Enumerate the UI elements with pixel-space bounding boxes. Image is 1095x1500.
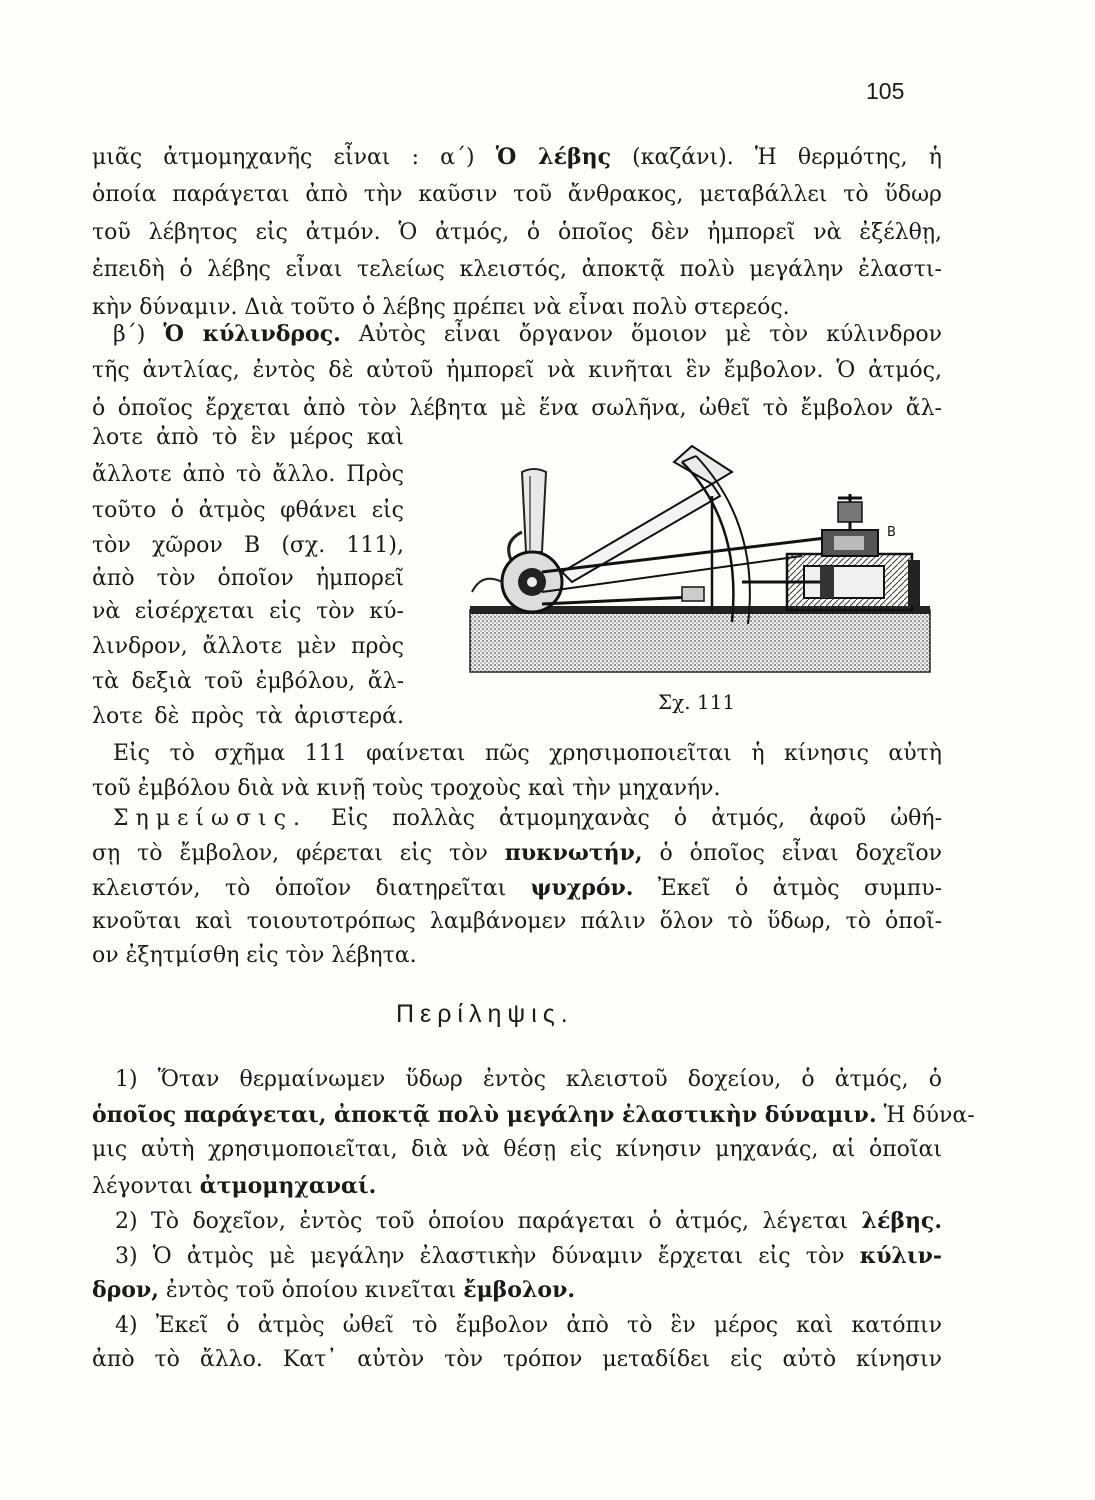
summary-bold-text: ὁποῖος παράγεται, ἀποκτᾷ πολὺ μεγάλην ἐλαστικὴν δύναμιν. — [92, 1102, 877, 1128]
term-steam-engines: ἀτμομηχαναί. — [199, 1173, 377, 1199]
term-boiler: λέβης. — [861, 1208, 942, 1234]
note-label: Σημείωσις. — [113, 806, 307, 831]
text-span: σῃ τὸ ἔμβολον, φέρεται εἰς τὸν — [92, 841, 505, 866]
paragraph-1-line-2: ὁποία παράγεται ἀπὸ τὴν καῦσιν τοῦ ἄνθρακος, μεταβάλλει τὸ ὕδωρ — [92, 182, 942, 207]
summary-item-3-line-2 — [92, 1276, 575, 1305]
term-lebes: Ὁ λέβης — [495, 144, 611, 170]
summary-item-1-line-2 — [92, 1101, 975, 1130]
note-line-4: κνοῦται καὶ τοιουτοτρόπως λαμβάνομεν πάλιν ὅλον τὸ ὕδωρ, τὸ ὁποῖ- — [92, 909, 942, 934]
text-span: Ἐκεῖ ὁ ἀτμὸς συμπυ- — [633, 876, 942, 901]
page-number: 105 — [866, 78, 905, 104]
summary-item-1-line-3: μις αὐτὴ χρησιμοποιεῖται, διὰ νὰ θέσῃ εἰς κίνησιν μηχανάς, αἱ ὁποῖαι — [92, 1137, 942, 1162]
note-line-2 — [92, 839, 942, 868]
text-span: 2) Τὸ δοχεῖον, ἐντὸς τοῦ ὁποίου παράγεται ὁ ἀτμός, λέγεται — [115, 1209, 862, 1234]
paragraph-2-side-line-2: ἄλλοτε ἀπὸ τὸ ἄλλο. Πρὸς — [92, 462, 404, 487]
note-line-1 — [113, 805, 942, 833]
term-piston: ἔμβολον. — [463, 1277, 575, 1303]
paragraph-2-side-line-7: λινδρον, ἄλλοτε μὲν πρὸς — [92, 634, 404, 659]
paragraph-1-line-3: τοῦ λέβητος εἰς ἀτμόν. Ὁ ἀτμός, ὁ ὁποῖος δὲν ἠμπορεῖ νὰ ἐξέλθῃ, — [92, 220, 942, 245]
text-span: Αὐτὸς εἶναι ὄργανον ὅμοιον μὲ τὸν κύλινδρον — [340, 322, 942, 347]
summary-item-1-line-1: 1) Ὅταν θερμαίνωμεν ὕδωρ ἐντὸς κλειστοῦ δοχείου, ὁ ἀτμός, ὁ — [115, 1067, 942, 1092]
paragraph-2-side-line-1: λοτε ἀπὸ τὸ ἓν μέρος καὶ — [92, 425, 404, 450]
figure-caption: Σχ. 111 — [658, 690, 736, 714]
paragraph-2-line-1 — [113, 320, 942, 349]
paragraph-2-line-2: τῆς ἀντλίας, ἐντὸς δὲ αὐτοῦ ἠμπορεῖ νὰ κινῆται ἓν ἔμβολον. Ὁ ἀτμός, — [92, 358, 942, 383]
label-b: B — [887, 525, 896, 540]
text-span: (καζάνι). Ἡ θερμότης, ἡ — [610, 145, 942, 170]
text-span: Ἡ δύνα- — [876, 1103, 975, 1128]
term-cold: ψυχρόν. — [530, 875, 634, 901]
term-cylinder-end: δρον, — [92, 1277, 159, 1303]
paragraph-2-side-line-5: ἀπὸ τὸν ὁποῖον ἠμπορεῖ — [92, 566, 404, 591]
text-span: Εἰς πολλὰς ἀτμομηχανὰς ὁ ἀτμός, ἀφοῦ ὠθή- — [306, 806, 942, 831]
term-kylindros: Ὁ κύλινδρος. — [163, 321, 341, 347]
text-span: ἐντὸς τοῦ ὁποίου κινεῖται — [158, 1278, 464, 1303]
summary-item-4-line-1: 4) Ἐκεῖ ὁ ἀτμὸς ὠθεῖ τὸ ἔμβολον ἀπὸ τὸ ἓν μέρος καὶ κατόπιν — [115, 1313, 942, 1338]
paragraph-2-side-line-9: λοτε δὲ πρὸς τὰ ἀριστερά. — [92, 704, 404, 729]
steam-engine-figure — [442, 432, 958, 697]
text-span: β΄) — [113, 322, 164, 347]
paragraph-1-line-4: ἐπειδὴ ὁ λέβης εἶναι τελείως κλειστός, ἀποκτᾷ πολὺ μεγάλην ἐλαστι- — [92, 257, 942, 282]
text-span: ὁ ὁποῖος εἶναι δοχεῖον — [642, 841, 942, 866]
paragraph-2-side-line-8: τὰ δεξιὰ τοῦ ἐμβόλου, ἄλ- — [92, 669, 404, 694]
paragraph-1-line-1 — [92, 143, 942, 172]
summary-item-2 — [115, 1207, 942, 1236]
note-line-5: ον ἐξητμίσθη εἰς τὸν λέβητα. — [92, 943, 417, 968]
paragraph-1-line-5: κὴν δύναμιν. Διὰ τοῦτο ὁ λέβης πρέπει νὰ εἶναι πολὺ στερεός. — [92, 295, 790, 320]
text-span: λέγονται — [92, 1174, 200, 1199]
summary-item-3-line-1 — [115, 1242, 942, 1271]
paragraph-3-line-2: τοῦ ἐμβόλου διὰ νὰ κινῇ τοὺς τροχοὺς καὶ τὴν μηχανήν. — [92, 776, 721, 801]
summary-heading: Περίληψις. — [396, 1000, 574, 1028]
note-line-3 — [92, 874, 942, 903]
term-cylinder: κύλιν- — [859, 1243, 942, 1269]
summary-item-1-line-4 — [92, 1172, 376, 1201]
paragraph-2-side-line-3: τοῦτο ὁ ἀτμὸς φθάνει εἰς — [92, 498, 404, 523]
summary-item-4-line-2: ἀπὸ τὸ ἄλλο. Κατ᾽ αὐτὸν τὸν τρόπον μεταδίδει εἰς αὐτὸ κίνησιν — [92, 1347, 942, 1372]
text-span: μιᾶς ἀτμομηχανῆς εἶναι : α΄) — [92, 145, 496, 170]
paragraph-3-line-1: Εἰς τὸ σχῆμα 111 φαίνεται πῶς χρησιμοποιεῖται ἡ κίνησις αὐτὴ — [113, 741, 942, 766]
text-span: 3) Ὁ ἀτμὸς μὲ μεγάλην ἐλαστικὴν δύναμιν ἔρχεται εἰς τὸν — [115, 1244, 860, 1269]
text-span: κλειστόν, τὸ ὁποῖον διατηρεῖται — [92, 876, 531, 901]
term-condenser: πυκνωτήν, — [504, 840, 643, 866]
paragraph-2-side-line-6: νὰ εἰσέρχεται εἰς τὸν κύ- — [92, 599, 404, 624]
paragraph-2-side-line-4: τὸν χῶρον Β (σχ. 111), — [92, 533, 404, 558]
paragraph-2-line-3: ὁ ὁποῖος ἔρχεται ἀπὸ τὸν λέβητα μὲ ἕνα σωλῆνα, ὠθεῖ τὸ ἔμβολον ἄλ- — [92, 396, 942, 421]
